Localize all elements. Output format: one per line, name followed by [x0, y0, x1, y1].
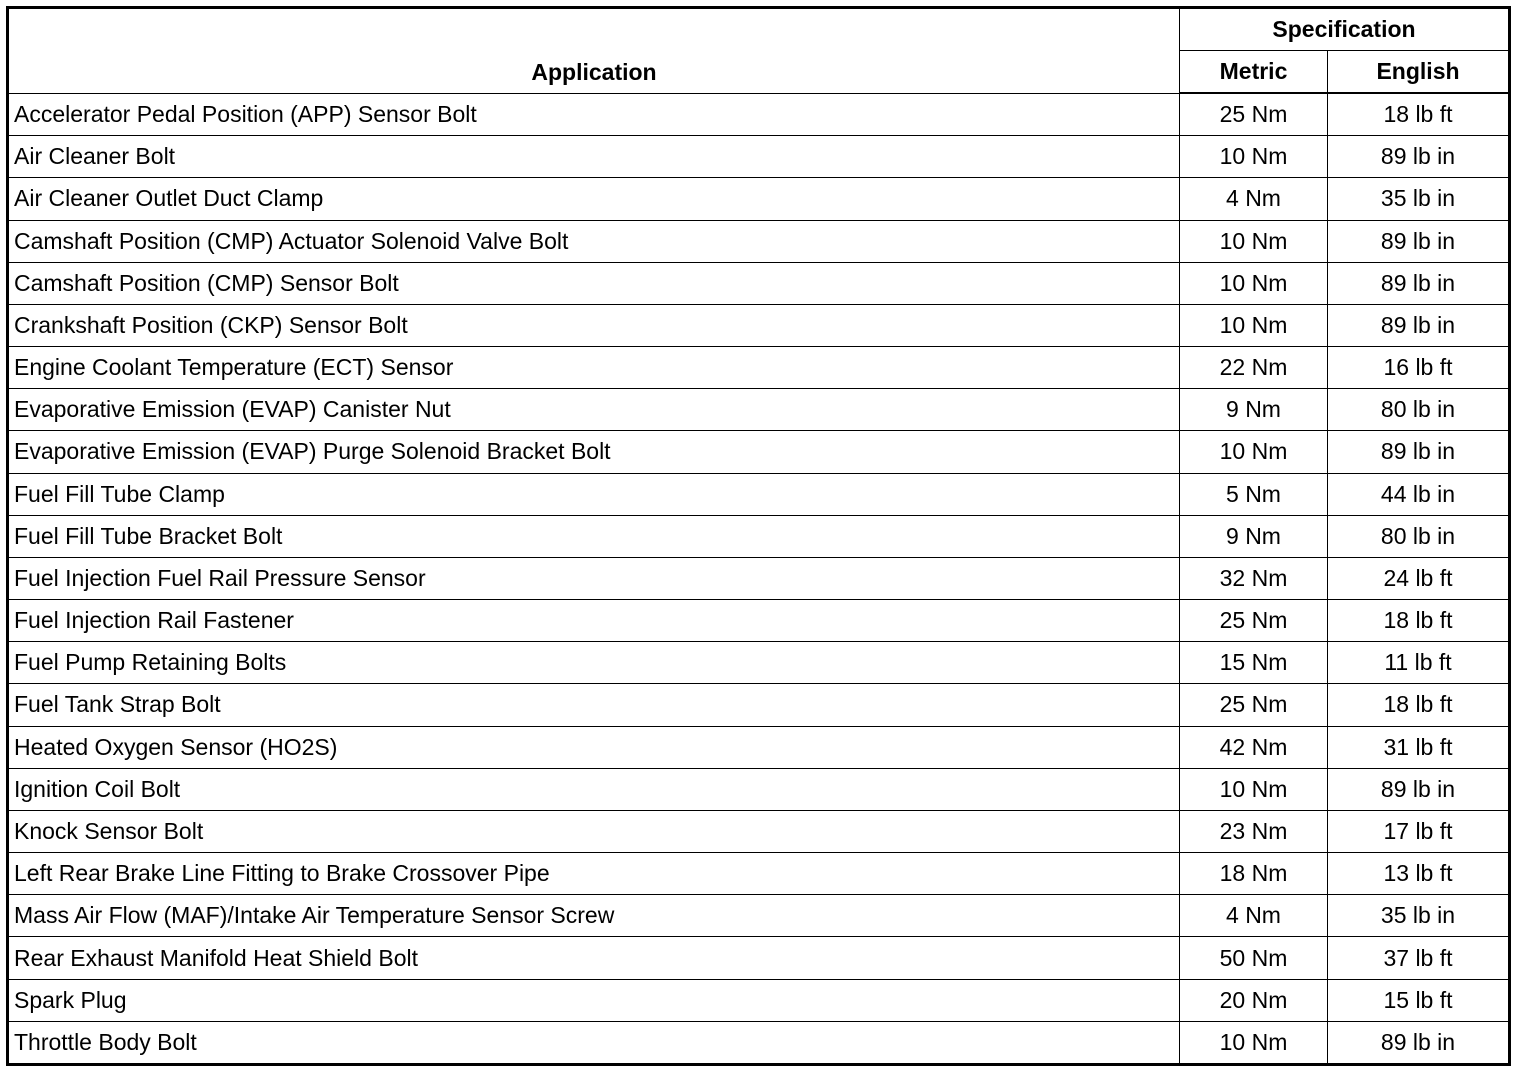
- english-value-cell: 13 lb ft: [1328, 853, 1510, 895]
- english-value-cell: 89 lb in: [1328, 262, 1510, 304]
- table-row: [8, 937, 1510, 979]
- application-cell: Heated Oxygen Sensor (HO2S): [8, 726, 1180, 768]
- english-value-cell: 18 lb ft: [1328, 684, 1510, 726]
- table-row: [8, 895, 1510, 937]
- metric-value-cell: 10 Nm: [1180, 304, 1328, 346]
- table-row: [8, 557, 1510, 599]
- english-value-cell: 35 lb in: [1328, 178, 1510, 220]
- english-value-cell: 89 lb in: [1328, 1021, 1510, 1064]
- table-row: [8, 431, 1510, 473]
- application-cell: Mass Air Flow (MAF)/Intake Air Temperature Sensor Screw: [8, 895, 1180, 937]
- metric-value-cell: 23 Nm: [1180, 810, 1328, 852]
- metric-value-cell: 20 Nm: [1180, 979, 1328, 1021]
- english-value-cell: 16 lb ft: [1328, 347, 1510, 389]
- metric-value-cell: 50 Nm: [1180, 937, 1328, 979]
- application-cell: Air Cleaner Outlet Duct Clamp: [8, 178, 1180, 220]
- table-header: [8, 8, 1510, 94]
- english-value-cell: 80 lb in: [1328, 515, 1510, 557]
- english-value-cell: 17 lb ft: [1328, 810, 1510, 852]
- application-cell: Fuel Tank Strap Bolt: [8, 684, 1180, 726]
- table-row: [8, 600, 1510, 642]
- metric-value-cell: 22 Nm: [1180, 347, 1328, 389]
- table-row: [8, 178, 1510, 220]
- application-cell: Spark Plug: [8, 979, 1180, 1021]
- english-value-cell: 89 lb in: [1328, 768, 1510, 810]
- application-cell: Throttle Body Bolt: [8, 1021, 1180, 1064]
- metric-value-cell: 4 Nm: [1180, 895, 1328, 937]
- metric-value-cell: 9 Nm: [1180, 389, 1328, 431]
- english-value-cell: 89 lb in: [1328, 220, 1510, 262]
- metric-value-cell: 4 Nm: [1180, 178, 1328, 220]
- application-cell: Camshaft Position (CMP) Actuator Solenoid Valve Bolt: [8, 220, 1180, 262]
- table-row: [8, 726, 1510, 768]
- application-cell: Fuel Injection Fuel Rail Pressure Sensor: [8, 557, 1180, 599]
- metric-column-header: Metric: [1180, 51, 1328, 94]
- english-value-cell: 89 lb in: [1328, 136, 1510, 178]
- english-value-cell: 80 lb in: [1328, 389, 1510, 431]
- english-value-cell: 11 lb ft: [1328, 642, 1510, 684]
- metric-value-cell: 25 Nm: [1180, 684, 1328, 726]
- table-body: [8, 93, 1510, 1065]
- application-cell: Air Cleaner Bolt: [8, 136, 1180, 178]
- table-row: [8, 768, 1510, 810]
- table-row: [8, 1021, 1510, 1064]
- metric-value-cell: 9 Nm: [1180, 515, 1328, 557]
- application-cell: Evaporative Emission (EVAP) Canister Nut: [8, 389, 1180, 431]
- application-cell: Evaporative Emission (EVAP) Purge Solenoid Bracket Bolt: [8, 431, 1180, 473]
- english-value-cell: 18 lb ft: [1328, 93, 1510, 136]
- application-column-header: Application: [8, 8, 1180, 94]
- metric-value-cell: 15 Nm: [1180, 642, 1328, 684]
- application-cell: Crankshaft Position (CKP) Sensor Bolt: [8, 304, 1180, 346]
- metric-value-cell: 18 Nm: [1180, 853, 1328, 895]
- specification-column-header: Specification: [1180, 8, 1510, 51]
- table-row: [8, 136, 1510, 178]
- english-value-cell: 44 lb in: [1328, 473, 1510, 515]
- table-row: [8, 220, 1510, 262]
- application-cell: Fuel Pump Retaining Bolts: [8, 642, 1180, 684]
- english-value-cell: 18 lb ft: [1328, 600, 1510, 642]
- metric-value-cell: 10 Nm: [1180, 262, 1328, 304]
- metric-value-cell: 42 Nm: [1180, 726, 1328, 768]
- table-row: [8, 642, 1510, 684]
- english-column-header: English: [1328, 51, 1510, 94]
- metric-value-cell: 10 Nm: [1180, 1021, 1328, 1064]
- metric-value-cell: 10 Nm: [1180, 220, 1328, 262]
- application-cell: Fuel Injection Rail Fastener: [8, 600, 1180, 642]
- application-cell: Knock Sensor Bolt: [8, 810, 1180, 852]
- table-row: [8, 347, 1510, 389]
- metric-value-cell: 10 Nm: [1180, 431, 1328, 473]
- metric-value-cell: 5 Nm: [1180, 473, 1328, 515]
- metric-value-cell: 32 Nm: [1180, 557, 1328, 599]
- table-row: [8, 515, 1510, 557]
- table-row: [8, 810, 1510, 852]
- metric-value-cell: 10 Nm: [1180, 768, 1328, 810]
- english-value-cell: 31 lb ft: [1328, 726, 1510, 768]
- table-row: [8, 304, 1510, 346]
- application-cell: Ignition Coil Bolt: [8, 768, 1180, 810]
- fastener-spec-table: [6, 6, 1511, 1066]
- application-cell: Fuel Fill Tube Clamp: [8, 473, 1180, 515]
- table-row: [8, 262, 1510, 304]
- application-cell: Camshaft Position (CMP) Sensor Bolt: [8, 262, 1180, 304]
- application-cell: Left Rear Brake Line Fitting to Brake Crossover Pipe: [8, 853, 1180, 895]
- table-row: [8, 473, 1510, 515]
- application-cell: Accelerator Pedal Position (APP) Sensor Bolt: [8, 93, 1180, 136]
- metric-value-cell: 10 Nm: [1180, 136, 1328, 178]
- table-row: [8, 853, 1510, 895]
- metric-value-cell: 25 Nm: [1180, 600, 1328, 642]
- application-cell: Rear Exhaust Manifold Heat Shield Bolt: [8, 937, 1180, 979]
- english-value-cell: 89 lb in: [1328, 304, 1510, 346]
- english-value-cell: 24 lb ft: [1328, 557, 1510, 599]
- table-row: [8, 389, 1510, 431]
- english-value-cell: 15 lb ft: [1328, 979, 1510, 1021]
- application-cell: Fuel Fill Tube Bracket Bolt: [8, 515, 1180, 557]
- table-row: [8, 93, 1510, 136]
- english-value-cell: 35 lb in: [1328, 895, 1510, 937]
- english-value-cell: 37 lb ft: [1328, 937, 1510, 979]
- table-row: [8, 684, 1510, 726]
- table-row: [8, 979, 1510, 1021]
- application-cell: Engine Coolant Temperature (ECT) Sensor: [8, 347, 1180, 389]
- metric-value-cell: 25 Nm: [1180, 93, 1328, 136]
- english-value-cell: 89 lb in: [1328, 431, 1510, 473]
